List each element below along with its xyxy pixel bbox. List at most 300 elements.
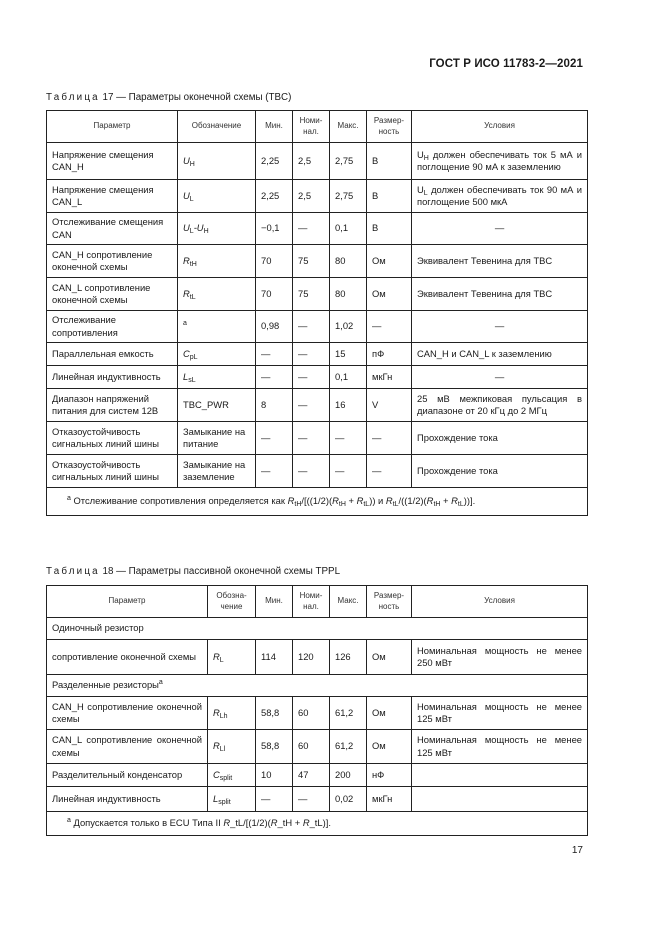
group-title: Одиночный резистор: [52, 622, 144, 634]
parameter-name: Линейная индуктивность: [52, 370, 161, 382]
condition-symbol: U: [417, 183, 424, 195]
condition-text: Прохождение тока: [417, 464, 498, 476]
footnote-text: )) и: [369, 494, 386, 506]
symbol: C: [183, 347, 190, 359]
conditions-cell: [412, 787, 588, 812]
condition-text: Эквивалент Тевенина для TBC: [417, 254, 553, 266]
conditions-cell: [412, 764, 588, 787]
parameter-name: сопротивление оконечной схемы: [52, 650, 197, 662]
symbol-cell: [178, 213, 256, 245]
unit-value: В: [372, 189, 379, 201]
conditions-cell: [412, 311, 588, 343]
symbol: R: [183, 287, 190, 299]
conditions-cell: [412, 730, 588, 764]
parameter-name: CAN_H сопротивление оконечной схемы: [52, 248, 153, 272]
caption-prefix: Таблица: [46, 92, 100, 103]
parameter-cell: [47, 455, 178, 488]
table-row: [47, 278, 588, 311]
min-value: —: [261, 347, 271, 359]
condition-text: должен обеспечивать ток 5 мА и поглощение 90 мА к заземлению: [417, 148, 582, 172]
condition-text: —: [494, 222, 505, 234]
unit-cell: [367, 640, 412, 675]
max-value: 126: [335, 650, 351, 662]
parameter-cell: [47, 343, 178, 366]
unit-value: —: [372, 320, 382, 332]
parameter-name: Отслеживание сопротивления: [52, 314, 118, 338]
symbol-subscript: H: [203, 228, 209, 236]
conditions-cell: [412, 366, 588, 389]
unit-cell: [367, 730, 412, 764]
symbol: R: [270, 816, 278, 828]
unit-value: V: [372, 398, 379, 410]
caption-text: 17 — Параметры оконечной схемы (TBC): [99, 92, 292, 103]
symbol-cell: [178, 278, 256, 311]
table-row: [47, 640, 588, 675]
col-header-min: Мин.: [256, 111, 293, 143]
footnote: [47, 488, 588, 516]
parameter-name: Отказоустойчивость сигнальных линий шины: [52, 458, 159, 482]
symbol: R: [213, 706, 220, 718]
unit-cell: [367, 787, 412, 812]
min-cell: [256, 640, 293, 675]
footnote-text: Отслеживание сопротивления определяется как: [70, 494, 288, 506]
nom-value: 60: [298, 706, 309, 718]
table-17-caption: [46, 92, 291, 103]
symbol: R: [223, 816, 231, 828]
nom-cell: [293, 180, 330, 213]
unit-cell: [367, 245, 412, 278]
symbol-cell: [178, 366, 256, 389]
min-cell: [256, 422, 293, 455]
parameter-cell: [47, 278, 178, 311]
table-row: [47, 389, 588, 422]
condition-text: Номинальная мощность не менее 125 мВт: [417, 700, 582, 724]
unit-value: Ом: [372, 254, 386, 266]
unit-cell: [367, 180, 412, 213]
max-cell: [330, 730, 367, 764]
min-cell: [256, 245, 293, 278]
parameter-name: Диапазон напряжений питания для систем 12В: [52, 392, 159, 416]
min-cell: [256, 278, 293, 311]
conditions-cell: [412, 697, 588, 730]
nom-value: 75: [298, 287, 309, 299]
max-value: 0,1: [335, 222, 349, 234]
condition-text: Номинальная мощность не менее 250 мВт: [417, 644, 582, 668]
parameter-cell: [47, 311, 178, 343]
min-value: −0,1: [261, 222, 280, 234]
footnote-text: +: [440, 494, 452, 506]
parameter-name: CAN_L сопротивление оконечной схемы: [52, 281, 151, 305]
unit-cell: [367, 697, 412, 730]
parameter-name: Линейная индуктивность: [52, 792, 161, 804]
symbol: R: [302, 816, 310, 828]
unit-cell: [367, 343, 412, 366]
unit-value: —: [372, 464, 382, 476]
max-value: 1,02: [335, 320, 354, 332]
nom-cell: [293, 787, 330, 812]
nom-cell: [293, 213, 330, 245]
parameter-cell: [47, 422, 178, 455]
max-value: 61,2: [335, 740, 354, 752]
footnote-mark: a: [67, 494, 71, 502]
group-label: [47, 618, 588, 640]
min-cell: [256, 311, 293, 343]
condition-text: 25 мВ межпиковая пульсация в диапазоне от 20 кГц до 2 МГц: [417, 392, 582, 416]
table-18-caption: [46, 566, 340, 577]
min-value: 70: [261, 287, 272, 299]
min-value: 58,8: [261, 706, 280, 718]
symbol: L: [213, 792, 219, 804]
unit-value: Ом: [372, 650, 386, 662]
nom-value: —: [298, 792, 308, 804]
table-row: [47, 697, 588, 730]
max-cell: [330, 180, 367, 213]
max-cell: [330, 764, 367, 787]
symbol: L: [183, 370, 189, 382]
unit-value: Ом: [372, 706, 386, 718]
symbol-subscript: sL: [188, 376, 196, 384]
conditions-cell: [412, 343, 588, 366]
symbol-subscript: L: [219, 656, 224, 664]
symbol-cell: [208, 697, 256, 730]
symbol-subscript: tH: [338, 500, 346, 508]
symbol-subscript: split: [219, 774, 233, 782]
unit-cell: [367, 422, 412, 455]
parameter-cell: [47, 245, 178, 278]
max-value: 80: [335, 287, 346, 299]
table-row: [47, 730, 588, 764]
parameter-cell: [47, 389, 178, 422]
unit-value: пФ: [372, 347, 385, 359]
min-cell: [256, 697, 293, 730]
parameter-name: Напряжение смещения CAN_L: [52, 183, 154, 207]
condition-subscript: L: [423, 189, 428, 197]
parameter-name: Параллельная емкость: [52, 347, 154, 359]
table-header-row: [47, 111, 588, 143]
unit-cell: [367, 278, 412, 311]
col-header-symbol: Обозна-чение: [208, 586, 256, 618]
symbol-subscript: tH: [189, 260, 197, 268]
condition-text: должен обеспечивать ток 90 мА и поглощение 500 мкА: [417, 183, 582, 207]
min-cell: [256, 764, 293, 787]
footnote-text: _tL/[(1/2)(: [230, 816, 271, 828]
min-cell: [256, 366, 293, 389]
symbol-subscript: Ll: [219, 746, 226, 754]
symbol: TBC_PWR: [183, 398, 229, 410]
footnote-text: /((1/2)(: [398, 494, 427, 506]
nom-value: 2,5: [298, 189, 312, 201]
nom-cell: [293, 278, 330, 311]
col-header-max: Макс.: [330, 111, 367, 143]
table-header-row: [47, 586, 588, 618]
page-number: 17: [571, 845, 583, 856]
max-cell: [330, 787, 367, 812]
unit-cell: [367, 366, 412, 389]
footnote-row: [47, 488, 588, 516]
min-cell: [256, 787, 293, 812]
symbol-subscript: tH: [294, 500, 302, 508]
parameter-cell: [47, 697, 208, 730]
max-cell: [330, 213, 367, 245]
symbol: R: [356, 494, 364, 506]
parameter-cell: [47, 730, 208, 764]
table-18: [46, 585, 588, 836]
symbol-subscript: tL: [363, 500, 370, 508]
max-value: 15: [335, 347, 346, 359]
col-header-symbol: Обозначение: [178, 111, 256, 143]
condition-text: Эквивалент Тевенина для TBC: [417, 287, 553, 299]
table-row: [47, 787, 588, 812]
parameter-cell: [47, 366, 178, 389]
min-value: —: [261, 792, 271, 804]
symbol-subscript: Lh: [219, 712, 228, 720]
min-value: —: [261, 464, 271, 476]
condition-subscript: H: [423, 154, 429, 162]
symbol: U: [183, 154, 190, 166]
footnote: [47, 812, 588, 836]
col-header-min: Мин.: [256, 586, 293, 618]
parameter-name: Разделительный конденсатор: [52, 768, 183, 780]
footnote-mark: a: [67, 816, 71, 824]
parameter-cell: [47, 143, 178, 180]
nom-cell: [293, 422, 330, 455]
parameter-cell: [47, 213, 178, 245]
min-cell: [256, 213, 293, 245]
condition-text: Прохождение тока: [417, 431, 498, 443]
symbol-cell: [178, 343, 256, 366]
caption-prefix: Таблица: [46, 566, 100, 577]
unit-cell: [367, 311, 412, 343]
nom-cell: [293, 455, 330, 488]
nom-value: —: [298, 347, 308, 359]
table-row: [47, 422, 588, 455]
col-header-unit: Размер-ность: [367, 586, 412, 618]
symbol: R: [426, 494, 434, 506]
unit-value: нФ: [372, 768, 385, 780]
symbol: Замыкание на питание: [183, 425, 246, 449]
symbol: R: [287, 494, 295, 506]
nom-cell: [293, 245, 330, 278]
max-value: —: [335, 464, 345, 476]
table-row: [47, 455, 588, 488]
symbol-cell: [178, 389, 256, 422]
col-header-nom: Номи-нал.: [293, 111, 330, 143]
conditions-cell: [412, 245, 588, 278]
max-cell: [330, 640, 367, 675]
max-cell: [330, 422, 367, 455]
symbol-subscript: pL: [189, 353, 198, 361]
parameter-name: Отказоустойчивость сигнальных линий шины: [52, 425, 159, 449]
condition-text: —: [494, 370, 505, 382]
unit-value: Ом: [372, 287, 386, 299]
max-value: 0,02: [335, 792, 354, 804]
nom-cell: [293, 764, 330, 787]
min-cell: [256, 730, 293, 764]
symbol-cell: [178, 311, 256, 343]
footnote-text: +: [345, 494, 357, 506]
min-value: 8: [261, 398, 267, 410]
group-row: [47, 618, 588, 640]
min-cell: [256, 143, 293, 180]
min-value: 2,25: [261, 154, 280, 166]
conditions-cell: [412, 180, 588, 213]
table-row: [47, 343, 588, 366]
table-row: [47, 213, 588, 245]
min-cell: [256, 180, 293, 213]
max-value: 0,1: [335, 370, 349, 382]
symbol-subscript: tH: [433, 500, 441, 508]
symbol-cell: [208, 640, 256, 675]
footnote-mark: a: [183, 320, 187, 328]
max-cell: [330, 311, 367, 343]
conditions-cell: [412, 389, 588, 422]
nom-value: 47: [298, 768, 309, 780]
nom-cell: [293, 343, 330, 366]
conditions-cell: [412, 422, 588, 455]
group-label: [47, 675, 588, 697]
group-title: Разделенные резисторы: [52, 679, 159, 691]
symbol: U: [183, 222, 190, 234]
parameter-cell: [47, 787, 208, 812]
caption-text: 18 — Параметры пассивной оконечной схемы TPPL: [99, 566, 341, 577]
max-cell: [330, 245, 367, 278]
symbol-cell: [208, 730, 256, 764]
max-value: 16: [335, 398, 346, 410]
col-header-unit: Размер-ность: [367, 111, 412, 143]
max-value: 61,2: [335, 706, 354, 718]
max-cell: [330, 455, 367, 488]
col-header-conditions: Условия: [412, 586, 588, 618]
min-value: —: [261, 370, 271, 382]
unit-value: В: [372, 222, 379, 234]
symbol-subscript: tL: [189, 293, 196, 301]
max-cell: [330, 389, 367, 422]
nom-value: —: [298, 222, 308, 234]
max-cell: [330, 343, 367, 366]
symbol-subscript: L: [189, 195, 194, 203]
col-header-parameter: Параметр: [47, 586, 208, 618]
footnote-text: _tH +: [277, 816, 303, 828]
min-value: 58,8: [261, 740, 280, 752]
conditions-cell: [412, 278, 588, 311]
unit-cell: [367, 389, 412, 422]
symbol: R: [213, 650, 220, 662]
symbol-cell: [178, 245, 256, 278]
footnote-text: /[((1/2)(: [301, 494, 333, 506]
nom-value: 60: [298, 740, 309, 752]
parameter-cell: [47, 640, 208, 675]
parameter-name: CAN_L сопротивление оконечной схемы: [52, 734, 202, 758]
footnote-text: Допускается только в ECU Типа II: [70, 816, 224, 828]
max-value: 2,75: [335, 189, 354, 201]
min-cell: [256, 389, 293, 422]
parameter-name: Напряжение смещения CAN_H: [52, 148, 154, 172]
symbol: U: [183, 189, 190, 201]
symbol: R: [213, 740, 220, 752]
symbol: R: [385, 494, 393, 506]
max-cell: [330, 278, 367, 311]
min-cell: [256, 455, 293, 488]
unit-value: —: [372, 431, 382, 443]
unit-cell: [367, 455, 412, 488]
conditions-cell: [412, 455, 588, 488]
symbol: R: [183, 254, 190, 266]
max-cell: [330, 366, 367, 389]
nom-value: 75: [298, 254, 309, 266]
min-value: 114: [261, 650, 276, 662]
min-value: 70: [261, 254, 272, 266]
symbol-subscript: tL: [457, 500, 464, 508]
symbol: R: [332, 494, 339, 506]
conditions-cell: [412, 640, 588, 675]
symbol-subscript: split: [218, 798, 231, 806]
max-value: —: [335, 431, 345, 443]
document-standard: ГОСТ Р ИСО 11783-2—2021: [429, 58, 583, 70]
nom-cell: [293, 311, 330, 343]
footnote-text: _tL)].: [309, 816, 331, 828]
max-cell: [330, 697, 367, 730]
symbol-cell: [208, 764, 256, 787]
parameter-name: Отслеживание смещения CAN: [52, 216, 164, 240]
nom-value: —: [298, 370, 308, 382]
unit-value: мкГн: [372, 792, 393, 804]
condition-symbol: U: [417, 148, 424, 160]
max-value: 200: [335, 768, 351, 780]
parameter-name: CAN_H сопротивление оконечной схемы: [52, 700, 202, 724]
group-row: [47, 675, 588, 697]
symbol-cell: [178, 422, 256, 455]
parameter-cell: [47, 764, 208, 787]
symbol-cell: [178, 455, 256, 488]
table-row: [47, 245, 588, 278]
min-value: 2,25: [261, 189, 280, 201]
symbol: C: [213, 768, 220, 780]
min-value: —: [261, 431, 271, 443]
symbol: -U: [193, 222, 204, 234]
unit-cell: [367, 764, 412, 787]
footnote-text: ))].: [463, 494, 476, 506]
footnote-row: [47, 812, 588, 836]
table-row: [47, 366, 588, 389]
condition-text: CAN_H и CAN_L к заземлению: [417, 347, 552, 359]
condition-text: Номинальная мощность не менее 125 мВт: [417, 734, 582, 758]
nom-value: 2,5: [298, 154, 312, 166]
col-header-nom: Номи-нал.: [293, 586, 330, 618]
nom-cell: [293, 366, 330, 389]
table-row: [47, 764, 588, 787]
unit-value: В: [372, 154, 379, 166]
footnote-mark: a: [158, 679, 163, 687]
symbol-subscript: H: [189, 160, 195, 168]
symbol: Замыкание на заземление: [183, 458, 246, 482]
min-value: 10: [261, 768, 272, 780]
unit-value: мкГн: [372, 370, 393, 382]
col-header-conditions: Условия: [412, 111, 588, 143]
parameter-cell: [47, 180, 178, 213]
condition-text: —: [494, 320, 505, 332]
nom-value: —: [298, 320, 308, 332]
max-cell: [330, 143, 367, 180]
symbol-cell: [178, 180, 256, 213]
conditions-cell: [412, 143, 588, 180]
table-row: [47, 143, 588, 180]
nom-value: —: [298, 464, 308, 476]
col-header-max: Макс.: [330, 586, 367, 618]
symbol-cell: [178, 143, 256, 180]
table-17: [46, 110, 588, 516]
nom-cell: [293, 640, 330, 675]
nom-value: —: [298, 431, 308, 443]
